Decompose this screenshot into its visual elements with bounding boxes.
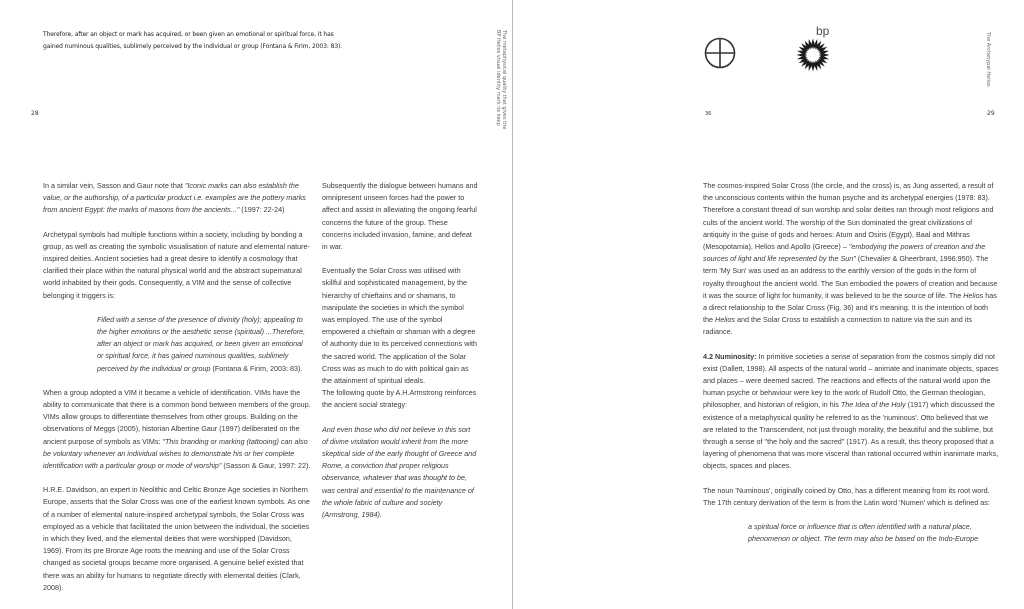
block-quote: And even those who did not believe in this sort of divine visitation would inherit from the more skeptical side of the early thought of Greece and Rome, a conviction that proper religious observance, whatever that was thought to be, was central and essential to the maintenance of the whole fabric of culture and society (Armstrong, 1984). bbox=[322, 424, 477, 520]
paragraph: When a group adopted a VIM it became a vehicle of identification. VIMs have the ability to communicate that there is a common bond between members of the group. VIMs allow groups to differentiate themselves from other groups. Building on the observations of Meggs (2005), historian Albertine Gaur (1997) deliberated on the ancient purpose of symbols as VIMs: "This branding or marking (tattooing) can also be voluntary whenever an individual wishes to demonstrate his or her complete identification with a particular group or mode of worship" (Sasson & Gaur, 1997: 22). bbox=[43, 387, 311, 471]
side-note: The metaphysical quality that gives the BP Helios visual identity mark its keep bbox=[495, 30, 507, 130]
paragraph: The following quote by A.H.Armstrong reinforces the ancient social strategy: bbox=[322, 388, 477, 410]
paragraph: 4.2 Numinosity: In primitive societies a sense of separation from the cosmos simply did not exist (Dallett, 1998). All aspects of the natural world – animate and inanimate objects, spaces and places – were deemed sacred. The reactions and effects of the natural world upon the human psyche or behaviour were key to the work of Rudolf Otto, the German theologian, philosopher, and historian of religion, in his The Idea of the Holy (1917) which discussed the existence of a metaphysical quality he referred to as the 'numinous'. Otto believed that we are related to the Transcendent, not just through morality, the beautiful and the sublime, but through a sense of "the holy and the sacred" (1917). As a result, this theory proposed that a layering of phenomena that was more visceral than rational occurred within inanimate marks, objects, spaces and places. bbox=[703, 351, 999, 471]
figure-number: 36 bbox=[705, 111, 712, 117]
paragraph: In a similar vein, Sasson and Gaur note that "Iconic marks can also establish the value, or the authorship, of a particular product i.e. examples are the pottery marks from ancient Egypt: the marks of masons from the ancients..." (1997: 22-24) bbox=[43, 181, 306, 215]
section-heading: 4.2 Numinosity: bbox=[703, 351, 757, 361]
paragraph: Eventually the Solar Cross was utilised with skillful and sophisticated management, by the hierarchy of chieftains and or shamans, to manipulate the societies in which the symbol was employed. The use of the symbol empowered a chieftain or shaman with a degree of authority due to its perceived connections with the sacred world. The application of the Solar Cross was as much to do with political gain as the attainment of spiritual ideals. bbox=[322, 266, 478, 386]
side-note: The Archetypal Helios bbox=[985, 32, 991, 87]
body-column bbox=[703, 180, 999, 557]
right-page bbox=[513, 0, 1024, 609]
page-number: 28 bbox=[31, 110, 39, 117]
page-number: 29 bbox=[987, 110, 995, 117]
paragraph: The cosmos-inspired Solar Cross (the circle, and the cross) is, as Jung asserted, a result of the unconscious contents within the human psyche and its archetypal energies (1978: 83). Therefore a constant thread of sun worship and solar deities ran through most religions and cults of the ancient world. The worship of the Sun dominated the great civilizations of antiquity in the guise of gods and heroes: Atum and Osiris (Egypt), Baal and Mithras (Mesopotamia), Helios and Apollo (Greece) – "embodying the powers of creation and the sources of light and life represented by the Sun" (Chevalier & Gheerbrant, 1996:950). The term 'My Sun' was used as an address to the earthly version of the gods in the form of royalty throughout the ancient world. The Sun embodied the powers of creation and because it was the source of light for humanity, it was believed to be the source of life. The Helios has a direct relationship to the Solar Cross (Fig. 36) and it's meaning. It is the intention of both the Helios and the Solar Cross to establish a connection to nature via the sun and its radiance. bbox=[703, 181, 998, 337]
body-column-2 bbox=[322, 180, 478, 533]
pull-quote: Therefore, after an object or mark has acquired, or been given an emotional or spiritual force, it has gained numinous qualities, sublimely perceived by the individual or group (Fontana & Firim, 2003: 83). bbox=[43, 31, 343, 50]
paragraph: H.R.E. Davidson, an expert in Neolithic and Celtic Bronze Age societies in Northern Europe, asserts that the Solar Cross was one of the earliest known symbols. As one of a number of elemental nature-inspired archetypal symbols, the Solar Cross was employed as a vehicle that facilitated the union between the individual, the societies in which they lived, and the elemental deities that were worshipped (Davidson, 1969). From its pre Bronze Age roots the meaning and use of the Solar Cross changed as societal groups became more organised. A genuine belief existed that there was an ability for humans to negotiate directly with elemental deities (Clark, 2008). bbox=[43, 485, 310, 592]
solar-cross-icon bbox=[703, 36, 737, 70]
block-quote: Filled with a sense of the presence of divinity (holy); appealing to the higher emotions or the aesthetic sense (spiritual) ...Therefore, after an object or mark has acquired, or been given an emotional or spiritual force, it has gained numinous qualities, sublimely perceived by the individual or group (Fontana & Firim, 2003: 83). bbox=[97, 314, 306, 373]
body-column-1 bbox=[43, 180, 311, 606]
block-quote: a spiritual force or influence that is often identified with a natural place, phenomenon or object. The term may also be based on the Indo-Europe bbox=[748, 522, 979, 544]
bp-helios-logo-icon bbox=[796, 38, 830, 72]
paragraph: Archetypal symbols had multiple functions within a society, including by bonding a group, as well as creating the symbolic visualisation of nature and elemental nature-inspired deities. Ancient societies had a great desire to identify a cosmology that clarified their place within the natural physical world and the abstract supernatural world inhabited by their gods. Consequently, a VIM and the sense of collective belonging it triggers is: bbox=[43, 229, 310, 300]
paragraph: The noun 'Numinous', originally coined by Otto, has a different meaning from its root word. The 17th century derivation of the term is from the Latin word 'Numen' which is defined as: bbox=[703, 485, 990, 507]
bp-wordmark: bp bbox=[816, 24, 830, 38]
paragraph: Subsequently the dialogue between humans and omnipresent unseen forces had the power to affect and assist in alleviating the ongoing fearful concerns the future of the group. These concerns included invasion, famine, and defeat in war. bbox=[322, 181, 478, 252]
